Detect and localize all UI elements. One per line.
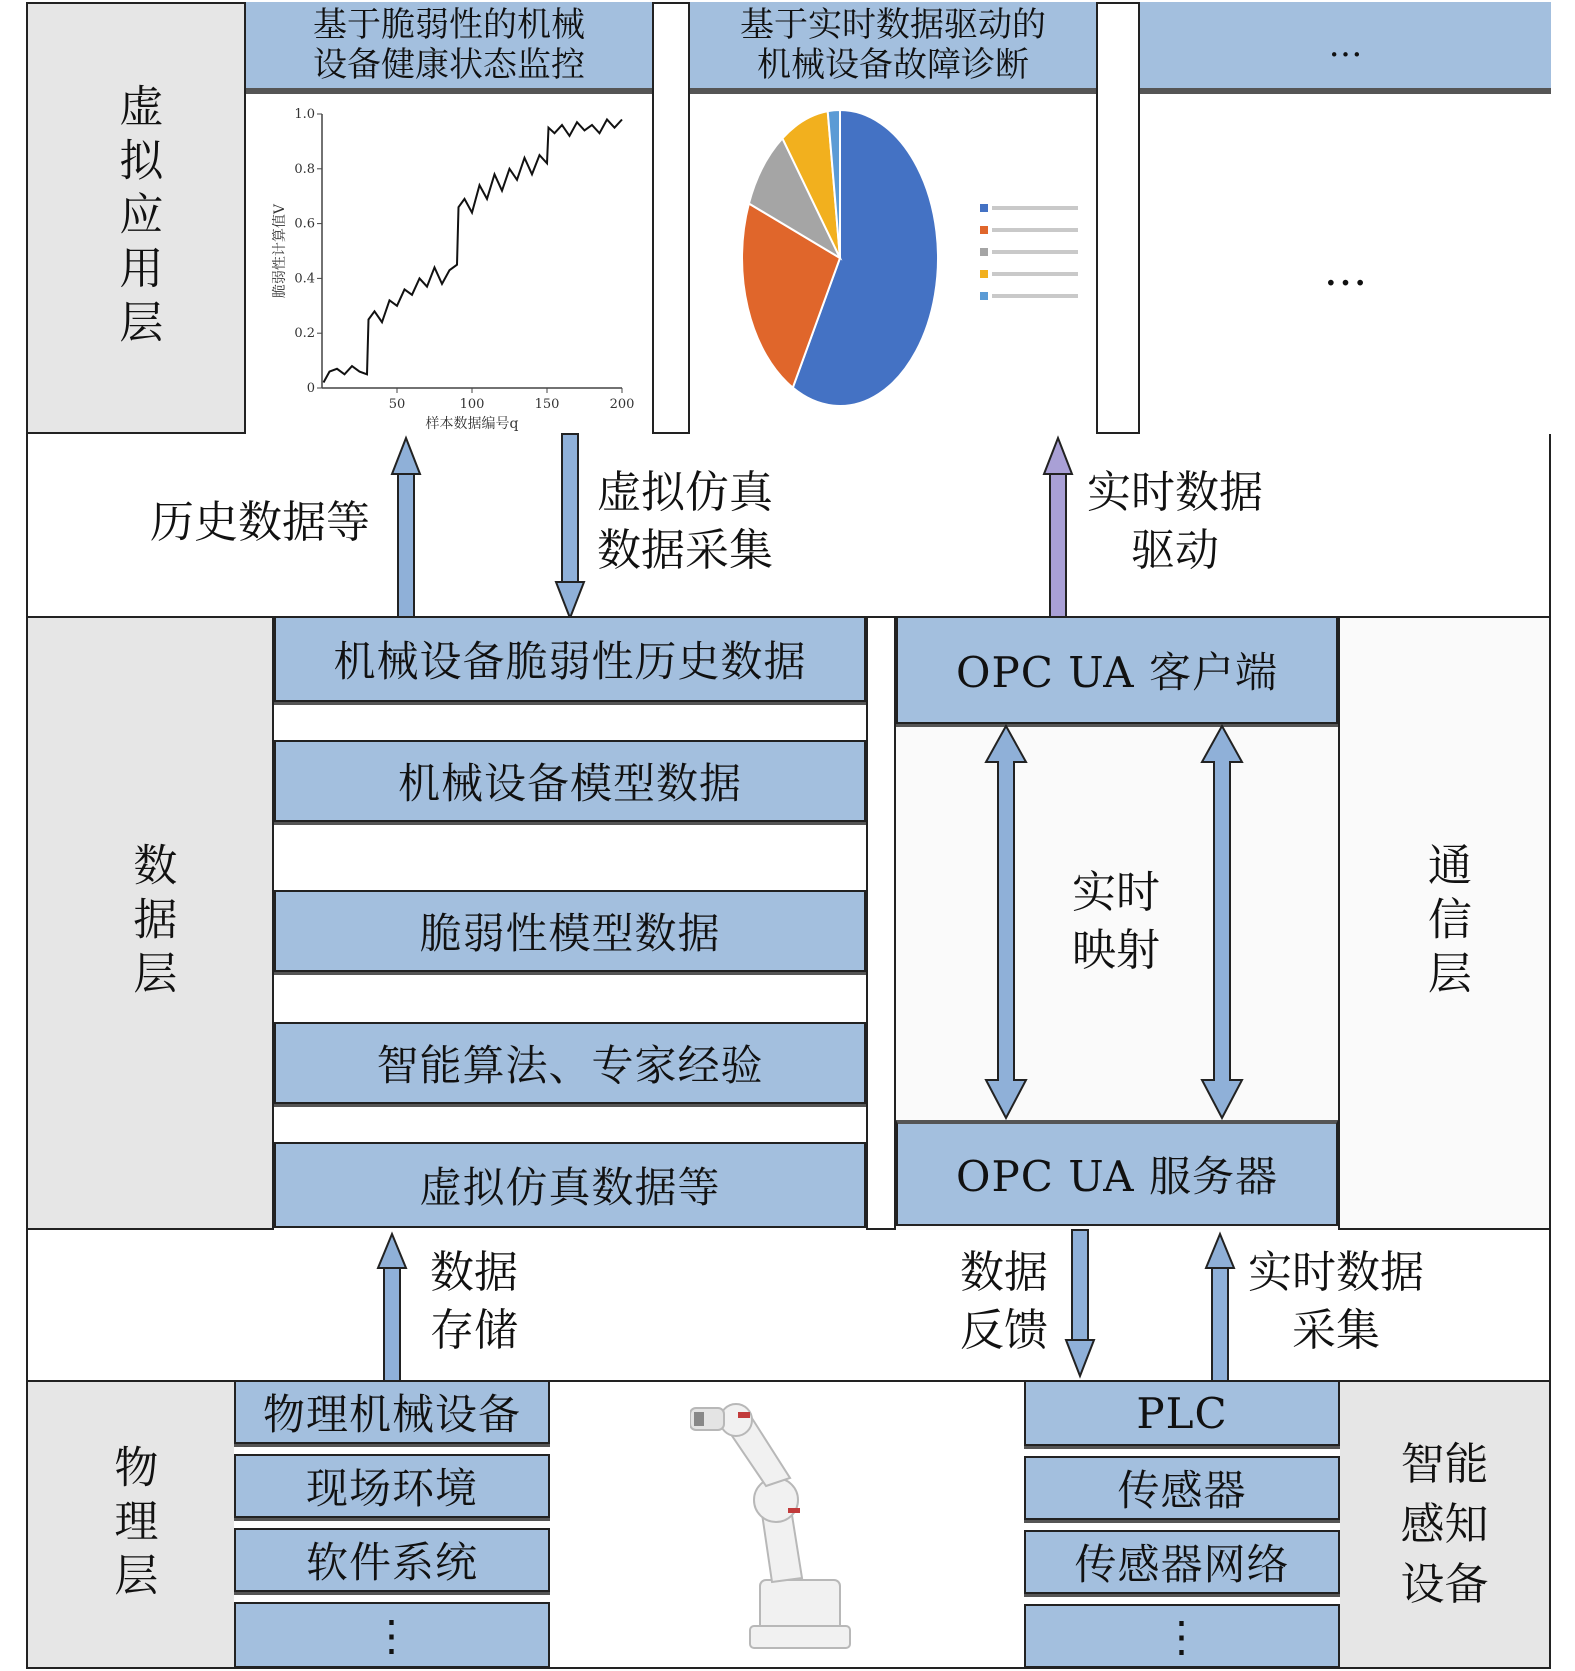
- y-tick-label: 0.8: [294, 161, 315, 177]
- x-tick-label: 50: [388, 397, 406, 412]
- vulnerability-panel-title: 基于脆弱性的机械 设备健康状态监控: [246, 2, 652, 94]
- virtual-app-layer-label: 虚拟应用层: [28, 4, 244, 432]
- sensing-item-sensor-network: 传感器网络: [1024, 1530, 1340, 1594]
- vulnerability-panel: [244, 2, 654, 434]
- y-tick-label: 0: [306, 381, 315, 396]
- x-axis-label: 样本数据编号q: [425, 416, 519, 432]
- mapping-double-arrow-right: [1202, 726, 1242, 1118]
- realtime-collect-up-arrow: [1206, 1234, 1234, 1384]
- physical-item-software: 软件系统: [234, 1528, 550, 1592]
- physical-item-environment: 现场环境: [234, 1454, 550, 1518]
- mapping-double-arrow-left: [986, 726, 1026, 1118]
- ellipsis-panel-title: …: [1140, 2, 1551, 94]
- legend-entry: [992, 250, 1078, 254]
- sensing-item-sensor: 传感器: [1024, 1456, 1340, 1520]
- realtime-drive-up-arrow: [1044, 438, 1072, 622]
- data-layer-stack: [272, 616, 868, 1230]
- data-feedback-label: 数据 反馈: [960, 1247, 1048, 1356]
- y-tick-label: 0.6: [294, 216, 315, 232]
- legend-entry: [992, 272, 1078, 276]
- ellipsis-panel: [1138, 2, 1551, 434]
- diagnosis-pie-chart: [690, 94, 1096, 434]
- sensing-items-stack: [1024, 1380, 1340, 1669]
- physical-item-equipment: 物理机械设备: [234, 1380, 550, 1444]
- legend-swatch: [980, 248, 988, 256]
- data-item-equipment-model: 机械设备模型数据: [274, 740, 866, 822]
- y-axis-label: 脆弱性计算值V: [272, 203, 288, 299]
- legend-entry: [992, 228, 1078, 232]
- smart-sensing-label: 智能感知设备: [1400, 1438, 1489, 1610]
- x-tick-label: 150: [534, 397, 560, 412]
- data-item-algorithms: 智能算法、专家经验: [274, 1022, 866, 1104]
- robot-arm-illustration: [690, 1390, 890, 1660]
- vulnerability-line-chart: [246, 94, 652, 434]
- legend-entry: [992, 206, 1078, 210]
- data-storage-up-arrow: [378, 1234, 406, 1384]
- y-tick-label: 0.2: [294, 326, 315, 342]
- opc-ua-client: OPC UA 客户端: [896, 616, 1338, 724]
- smart-sensing-label-area: [1340, 1382, 1549, 1667]
- legend-swatch: [980, 270, 988, 278]
- virtual-sim-collect-label: 虚拟仿真 数据采集: [597, 467, 773, 576]
- physical-item-more: ⋮: [234, 1602, 550, 1668]
- y-tick-label: 1.0: [294, 107, 315, 122]
- data-item-sim-data: 虚拟仿真数据等: [274, 1142, 866, 1228]
- legend-swatch: [980, 204, 988, 212]
- diagnosis-panel: [688, 2, 1098, 434]
- legend-swatch: [980, 226, 988, 234]
- sensing-item-more: ⋮: [1024, 1604, 1340, 1668]
- history-up-arrow: [392, 438, 420, 622]
- history-data-label: 历史数据等: [150, 497, 370, 548]
- legend-entry: [992, 294, 1078, 298]
- x-tick-label: 100: [459, 397, 485, 412]
- physical-items-stack: [234, 1380, 552, 1669]
- diagnosis-panel-title: 基于实时数据驱动的 机械设备故障诊断: [690, 2, 1096, 94]
- opc-ua-server: OPC UA 服务器: [896, 1120, 1338, 1226]
- series-line: [324, 120, 623, 383]
- comm-layer-area: [894, 616, 1340, 1230]
- sensing-item-plc: PLC: [1024, 1380, 1340, 1446]
- communication-layer-label: 通信层: [1340, 618, 1549, 1228]
- data-item-vulnerability-model: 脆弱性模型数据: [274, 890, 866, 972]
- data-storage-label: 数据 存储: [430, 1247, 518, 1356]
- y-tick-label: 0.4: [294, 271, 315, 287]
- realtime-drive-label: 实时数据 驱动: [1087, 467, 1263, 576]
- realtime-mapping-label: 实时 映射: [1072, 867, 1160, 976]
- physical-layer-label: 物理层: [28, 1382, 234, 1667]
- data-item-history: 机械设备脆弱性历史数据: [274, 616, 866, 702]
- ellipsis-panel-body: …: [1323, 245, 1368, 296]
- legend-swatch: [980, 292, 988, 300]
- realtime-collect-label: 实时数据 采集: [1248, 1247, 1424, 1356]
- x-tick-label: 200: [609, 397, 635, 412]
- data-layer-label: 数据层: [28, 618, 272, 1228]
